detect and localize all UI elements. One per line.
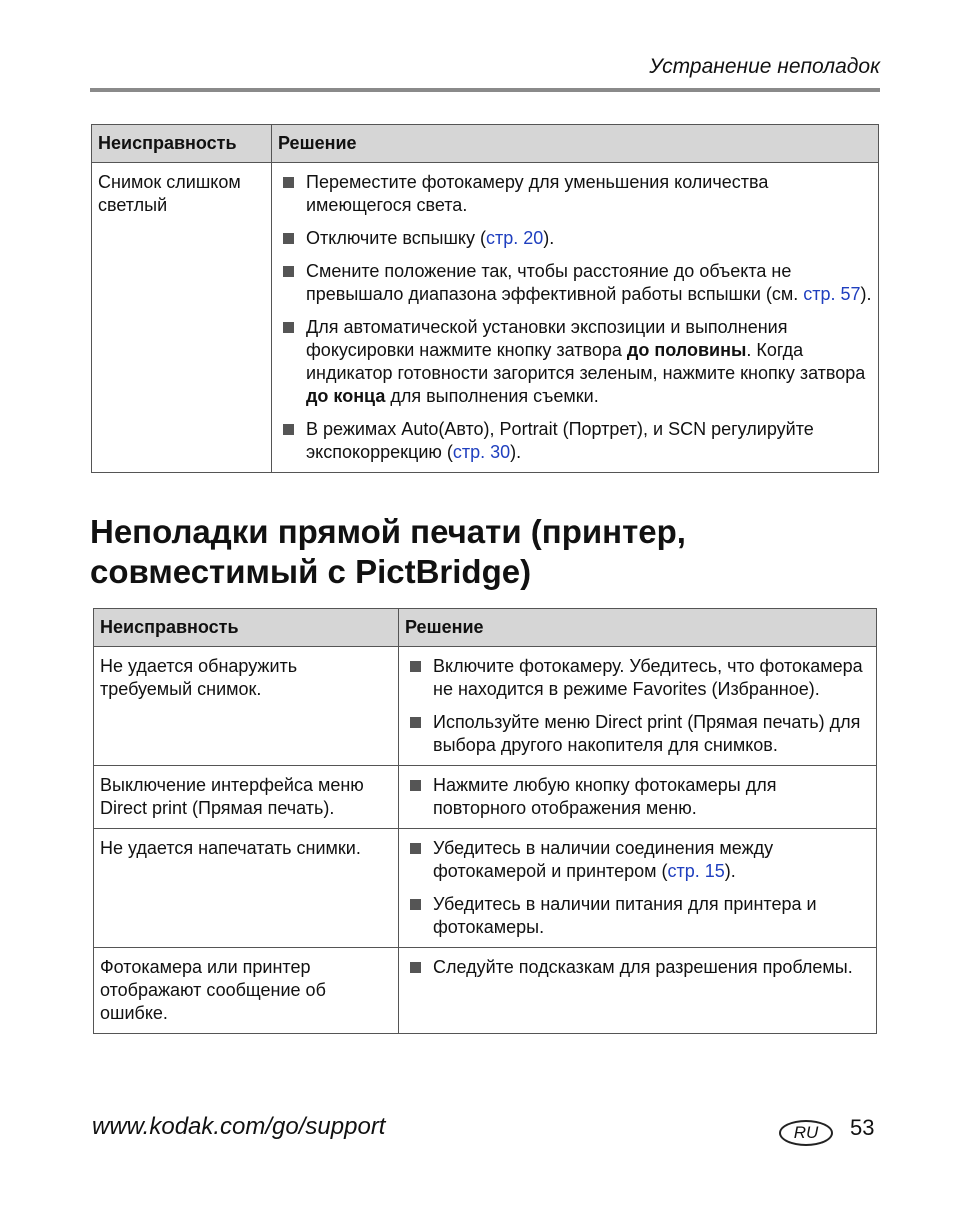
solution-item: Переместите фотокамеру для уменьшения количества имеющегося света.: [278, 171, 872, 217]
page-number: 53: [850, 1115, 875, 1140]
problem-cell: Не удается напечатать снимки.: [94, 829, 399, 948]
table-row: [94, 948, 877, 1034]
header-rule: [90, 88, 880, 92]
square-bullet-icon: [410, 899, 421, 910]
column-header-problem: Неисправность: [92, 125, 272, 163]
square-bullet-icon: [410, 661, 421, 672]
page-link[interactable]: стр. 57: [803, 284, 861, 304]
table-header-row: [92, 125, 879, 163]
square-bullet-icon: [283, 322, 294, 333]
solution-cell: [272, 163, 879, 473]
square-bullet-icon: [410, 843, 421, 854]
table-row: [92, 163, 879, 473]
solution-item: Нажмите любую кнопку фотокамеры для повторного отображения меню.: [405, 774, 870, 820]
table-row: [94, 647, 877, 766]
solution-item: Смените положение так, чтобы расстояние до объекта не превышало диапазона эффективной работы вспышки (см. стр. 57).: [278, 260, 872, 306]
solution-item: Используйте меню Direct print (Прямая печать) для выбора другого накопителя для снимков.: [405, 711, 870, 757]
column-header-solution: Решение: [399, 609, 877, 647]
page-link[interactable]: стр. 15: [667, 861, 725, 881]
solution-item: Отключите вспышку (стр. 20).: [278, 227, 872, 250]
square-bullet-icon: [283, 233, 294, 244]
problem-cell: Фотокамера или принтер отображают сообщение об ошибке.: [94, 948, 399, 1034]
language-badge: RU: [779, 1120, 833, 1146]
square-bullet-icon: [410, 962, 421, 973]
solution-cell: [399, 829, 877, 948]
solution-cell: [399, 766, 877, 829]
table-header-row: [94, 609, 877, 647]
square-bullet-icon: [283, 424, 294, 435]
problem-cell: Снимок слишком светлый: [92, 163, 272, 473]
solution-item: Включите фотокамеру. Убедитесь, что фотокамера не находится в режиме Favorites (Избранное).: [405, 655, 870, 701]
section-title: Неполадки прямой печати (принтер, совместимый с PictBridge): [90, 513, 686, 590]
column-header-problem: Неисправность: [94, 609, 399, 647]
square-bullet-icon: [283, 177, 294, 188]
troubleshooting-table-2: [93, 608, 877, 1034]
column-header-solution: Решение: [272, 125, 879, 163]
solution-item: Убедитесь в наличии соединения между фотокамерой и принтером (стр. 15).: [405, 837, 870, 883]
problem-cell: Не удается обнаружить требуемый снимок.: [94, 647, 399, 766]
solution-item: В режимах Auto(Авто), Portrait (Портрет), и SCN регулируйте экспокоррекцию (стр. 30).: [278, 418, 872, 464]
page-link[interactable]: стр. 30: [452, 442, 511, 462]
troubleshooting-table-1: [91, 124, 879, 473]
table-row: [94, 766, 877, 829]
solution-cell: [399, 647, 877, 766]
problem-cell: Выключение интерфейса меню Direct print (Прямая печать).: [94, 766, 399, 829]
square-bullet-icon: [283, 266, 294, 277]
solution-cell: [399, 948, 877, 1034]
support-url[interactable]: www.kodak.com/go/support: [92, 1113, 386, 1140]
running-title: Устранение неполадок: [649, 55, 880, 78]
square-bullet-icon: [410, 717, 421, 728]
page-link[interactable]: стр. 20: [485, 228, 544, 248]
square-bullet-icon: [410, 780, 421, 791]
solution-item: Убедитесь в наличии питания для принтера и фотокамеры.: [405, 893, 870, 939]
solution-item: Для автоматической установки экспозиции и выполнения фокусировки нажмите кнопку затвора до половины. Когда индикатор готовности загорится зеленым, нажмите кнопку затвора до конца для выполнения съемки.: [278, 316, 872, 408]
solution-item: Следуйте подсказкам для разрешения проблемы.: [405, 956, 870, 979]
table-row: [94, 829, 877, 948]
